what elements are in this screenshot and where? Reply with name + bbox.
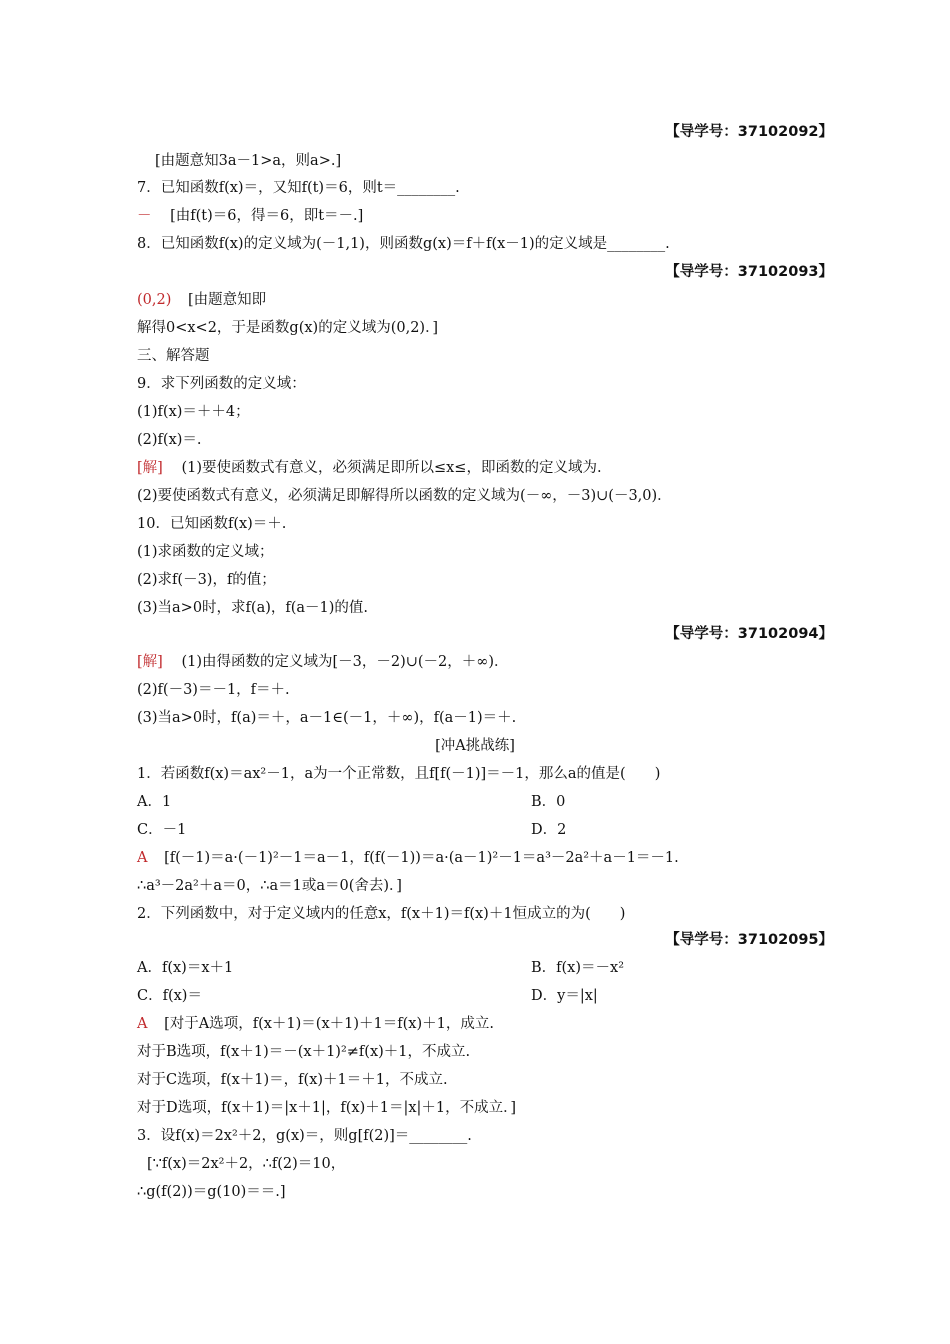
solution-mark: [解] (137, 460, 163, 476)
solution-text: (1)由得函数的定义域为[－3，－2)∪(－2，＋∞)． (181, 654, 509, 670)
solution-10-part2: (2)f(－3)＝－1，f＝＋. (137, 682, 290, 698)
solution-10-part3: (3)当a>0时，f(a)＝＋，a－1∈(－1，＋∞)，f(a－1)＝＋. (137, 710, 517, 726)
reference-number: 【导学号：37102095】 (665, 932, 833, 948)
challenge-answer-3-cont: ∴g(f(2))＝g(10)＝＝.] (137, 1184, 286, 1200)
section-title: [冲A挑战练] (435, 738, 515, 754)
option-c: C．－1 (137, 822, 187, 838)
question-10-part2: (2)求f(－3)，f的值； (137, 572, 276, 588)
solution-9-part1 (137, 458, 602, 478)
answer-7 (137, 206, 363, 226)
option-c: C．f(x)＝ (137, 988, 202, 1004)
challenge-answer-1 (137, 848, 679, 868)
challenge-answer-3: [∵f(x)＝2x²＋2，∴f(2)＝10， (147, 1156, 346, 1172)
answer-mark: － (137, 208, 152, 224)
question-7: 7．已知函数f(x)＝，又知f(t)＝6，则t＝________. (137, 180, 460, 196)
challenge-answer-1-cont: ∴a³－2a²＋a＝0，∴a＝1或a＝0(舍去)．] (137, 878, 402, 894)
option-b: B．f(x)＝－x² (531, 960, 625, 976)
challenge-answer-2-d: 对于D选项，f(x＋1)＝|x＋1|，f(x)＋1＝|x|＋1，不成立．] (137, 1100, 517, 1116)
reference-number: 【导学号：37102092】 (665, 124, 833, 140)
option-a: A．1 (137, 794, 172, 810)
question-10-part1: (1)求函数的定义域； (137, 544, 274, 560)
option-b: B．0 (531, 794, 566, 810)
solution-10-part1 (137, 652, 509, 672)
question-9: 9．求下列函数的定义域： (137, 376, 306, 392)
answer-text: [由题意知即 (187, 292, 267, 308)
answer-8-cont: 解得0<x<2，于是函数g(x)的定义域为(0,2)．] (137, 320, 438, 336)
challenge-question-3: 3．设f(x)＝2x²＋2，g(x)＝，则g[f(2)]＝________. (137, 1128, 472, 1144)
option-a: A．f(x)＝x＋1 (137, 960, 234, 976)
reference-number: 【导学号：37102093】 (665, 264, 833, 280)
option-d: D．2 (531, 822, 567, 838)
solution-mark: [解] (137, 654, 163, 670)
challenge-question-2: 2．下列函数中，对于定义域内的任意x，f(x＋1)＝f(x)＋1恒成立的为( ) (137, 906, 626, 922)
answer-mark: A (137, 1016, 148, 1032)
challenge-answer-2 (137, 1014, 494, 1034)
solution-9-part2: (2)要使函数式有意义，必须满足即解得所以函数的定义域为(－∞，－3)∪(－3,0)． (137, 488, 672, 504)
answer-text: [f(－1)＝a·(－1)²－1＝a－1，f(f(－1))＝a·(a－1)²－1＝a³－2a²＋a－1＝－1. (164, 850, 679, 866)
option-d: D．y＝|x| (531, 988, 598, 1004)
section-heading: 三、解答题 (137, 348, 210, 364)
challenge-question-1: 1．若函数f(x)＝ax²－1，a为一个正常数，且f[f(－1)]＝－1，那么a的值是( ) (137, 766, 661, 782)
solution-text: (1)要使函数式有意义，必须满足即所以≤x≤，即函数的定义域为. (181, 460, 602, 476)
option-row (137, 986, 598, 1006)
challenge-answer-2-c: 对于C选项，f(x＋1)＝，f(x)＋1＝＋1，不成立. (137, 1072, 448, 1088)
answer-mark: (0,2) (137, 292, 172, 308)
reference-number: 【导学号：37102094】 (665, 626, 833, 642)
challenge-answer-2-b: 对于B选项，f(x＋1)＝－(x＋1)²≠f(x)＋1，不成立. (137, 1044, 471, 1060)
question-8: 8．已知函数f(x)的定义域为(－1,1)，则函数g(x)＝f＋f(x－1)的定义域是________. (137, 236, 670, 252)
answer-8 (137, 290, 266, 310)
question-10: 10．已知函数f(x)＝＋. (137, 516, 287, 532)
option-row (137, 792, 566, 812)
answer-text: [由f(t)＝6，得＝6，即t＝－.] (170, 208, 364, 224)
question-9-part2: (2)f(x)＝. (137, 432, 202, 448)
option-row (137, 958, 625, 978)
answer-6: [由题意知3a－1>a，则a>.] (155, 153, 342, 169)
answer-text: [对于A选项，f(x＋1)＝(x＋1)＋1＝f(x)＋1，成立. (164, 1016, 494, 1032)
answer-mark: A (137, 850, 148, 866)
option-row (137, 820, 567, 840)
question-10-part3: (3)当a>0时，求f(a)，f(a－1)的值. (137, 600, 369, 616)
question-9-part1: (1)f(x)＝＋＋4； (137, 404, 250, 420)
